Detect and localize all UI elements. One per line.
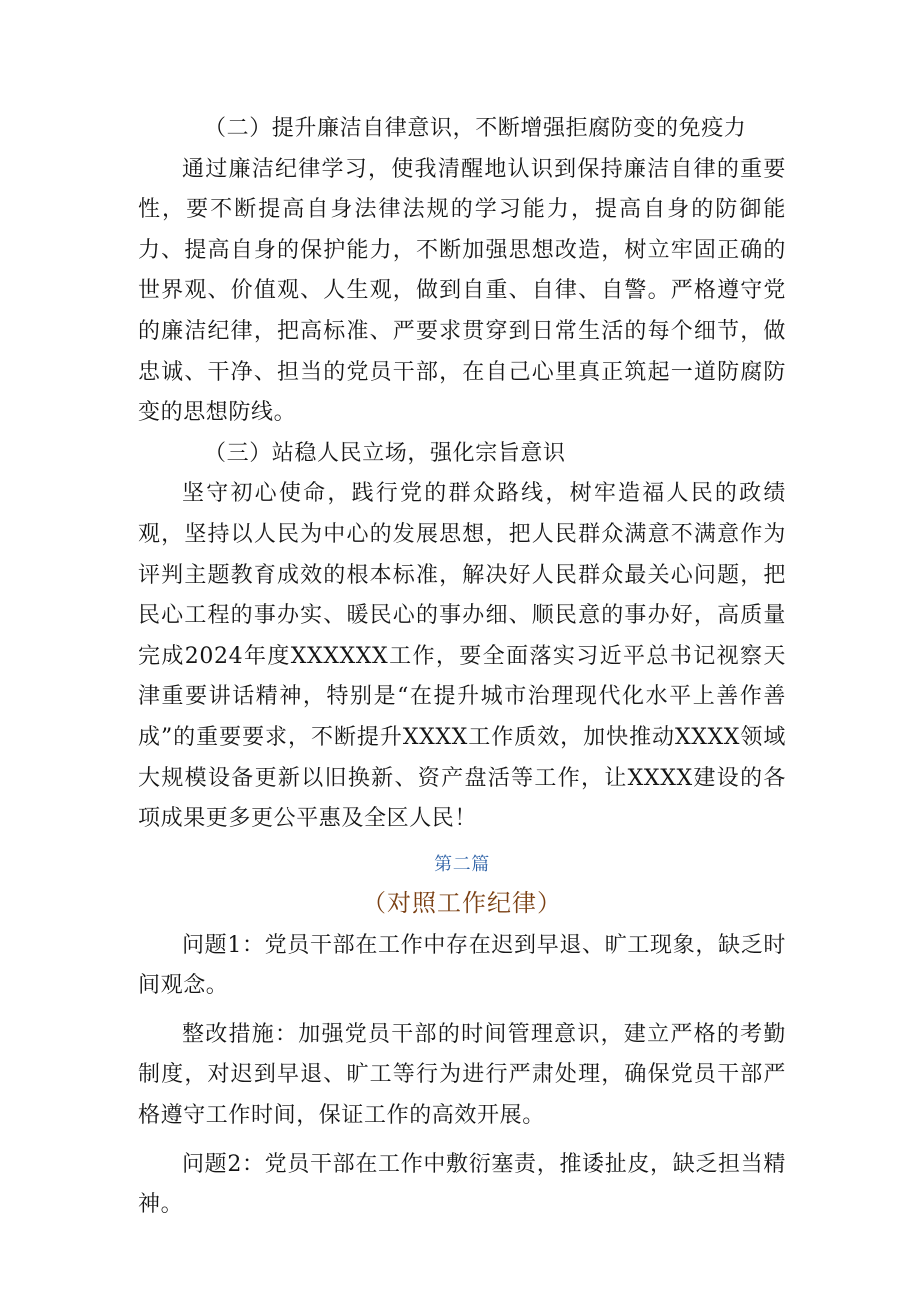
issue-1: 问题1：党员干部在工作中存在迟到早退、旷工现象，缺乏时间观念。 <box>138 932 786 999</box>
issue-2: 问题2：党员干部在工作中敷衍塞责，推诿扯皮，缺乏担当精神。 <box>138 1151 786 1218</box>
paragraph-integrity: 通过廉洁纪律学习，使我清醒地认识到保持廉洁自律的重要性，要不断提高自身法律法规的学习能力，提高自身的防御能力、提高自身的保护能力，不断加强思想改造，树立牢固正确的世界观、价值观、人生观，做到自重、自律、自警。严格遵守党的廉洁纪律，把高标准、严要求贯穿到日常生活的每个细节，做忠诚、干净、担当的党员干部，在自己心里真正筑起一道防腐防变的思想防线。 <box>138 156 786 426</box>
section-label: 第二篇 <box>434 853 490 875</box>
section-title: （对照工作纪律） <box>362 888 562 917</box>
document-page <box>138 109 786 1226</box>
measure-1: 整改措施：加强党员干部的时间管理意识，建立严格的考勤制度，对迟到早退、旷工等行为进行严肃处理，确保党员干部严格遵守工作时间，保证工作的高效开展。 <box>138 1021 786 1129</box>
paragraph-people-stance: 坚守初心使命，践行党的群众路线，树牢造福人民的政绩观，坚持以人民为中心的发展思想，把人民群众满意不满意作为评判主题教育成效的根本标准，解决好人民群众最关心问题，把民心工程的事办实、暖民心的事办细、顺民意的事办好，高质量完成2024年度XXXXXX工作，要全面落实习近平总书记视察天津重要讲话精神，特别是“在提升城市治理现代化水平上善作善成”的重要要求，不断提升XXXX工作质效，加快推动XXXX领域大规模设备更新以旧换新、资产盘活等工作，让XXXX建设的各项成果更多更公平惠及全区人民！ <box>138 481 786 832</box>
subheading-integrity: （二）提升廉洁自律意识，不断增强拒腐防变的免疫力 <box>204 116 747 141</box>
subheading-people-stance: （三）站稳人民立场，强化宗旨意识 <box>204 440 566 466</box>
